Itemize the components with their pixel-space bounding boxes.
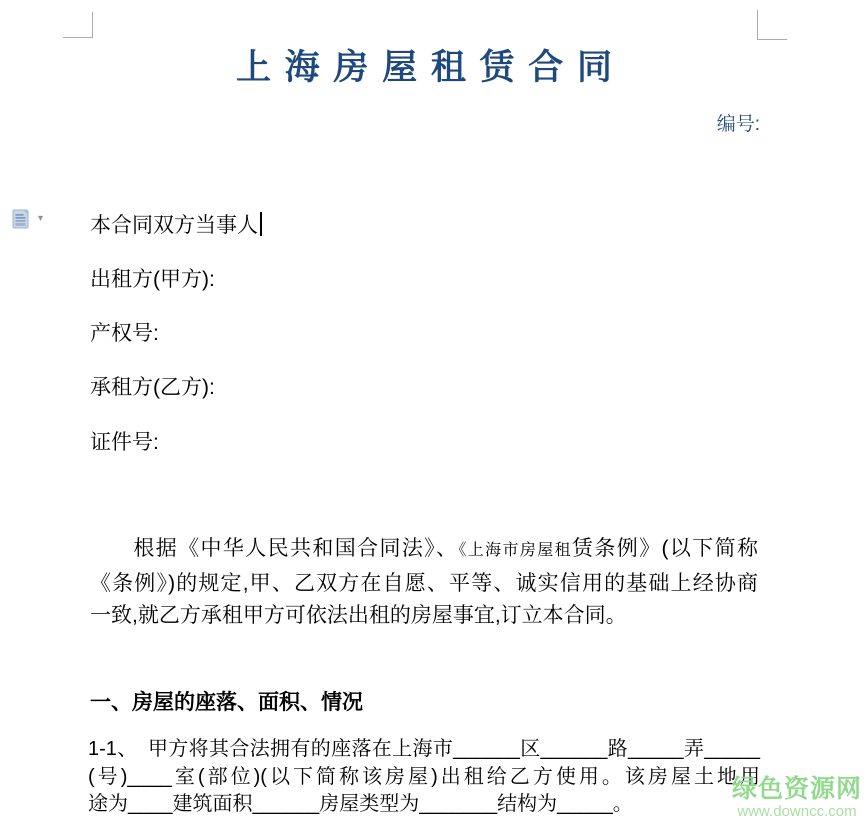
intro-line-2: 《条例》)的规定,甲、乙双方在自愿、平等、诚实信用的基础上经协商	[90, 571, 758, 595]
intro-line-1-normal: 根据《中华人民共和国合同法》、	[132, 537, 459, 560]
id-number-line: 证件号:	[90, 431, 159, 454]
doc-number-label: 编号:	[716, 114, 760, 135]
clause-1-1-line-2: (号)____室(部位)(以下简称该房屋)出租给乙方使用。该房屋土地用	[88, 765, 760, 788]
text-cursor	[260, 212, 262, 236]
intro-paragraph	[90, 533, 758, 633]
watermark	[726, 776, 868, 820]
lessor-line: 出租方(甲方):	[90, 268, 215, 291]
intro-line-3: 一致,就乙方承租甲方可依法出租的房屋事宜,订立本合同。	[90, 604, 627, 627]
text-boundary-mark-top-left	[63, 12, 93, 38]
intro-line-1	[90, 533, 758, 568]
clause-1-1-line-1: 1-1、 甲方将其合法拥有的座落在上海市______区______路_____弄_____	[88, 738, 760, 760]
property-number-line: 产权号:	[90, 322, 159, 345]
chevron-down-icon[interactable]: ▾	[38, 213, 44, 224]
intro-line-1-rest: 赁条例》(以下简称	[572, 537, 758, 560]
parties-line	[90, 212, 262, 239]
paste-options-icon	[10, 208, 32, 230]
clause-1-1-line-3: 途为____建筑面积______房屋类型为_______结构为_____。	[88, 793, 633, 815]
section-1-heading: 一、房屋的座落、面积、情况	[90, 691, 363, 714]
intro-line-1-small: 《上海市房屋租	[458, 542, 573, 559]
page-title: 上 海 房 屋 租 赁 合 同	[235, 48, 615, 87]
lessee-line: 承租方(乙方):	[90, 376, 215, 399]
text-boundary-mark-top-right	[757, 10, 787, 40]
clause-1-1	[88, 736, 760, 819]
watermark-site-url: www.downcc.com	[737, 802, 857, 820]
paste-options-button[interactable]	[10, 208, 43, 230]
watermark-site-name: 绿色资源网	[731, 775, 862, 803]
parties-line-text: 本合同双方当事人	[90, 214, 258, 237]
